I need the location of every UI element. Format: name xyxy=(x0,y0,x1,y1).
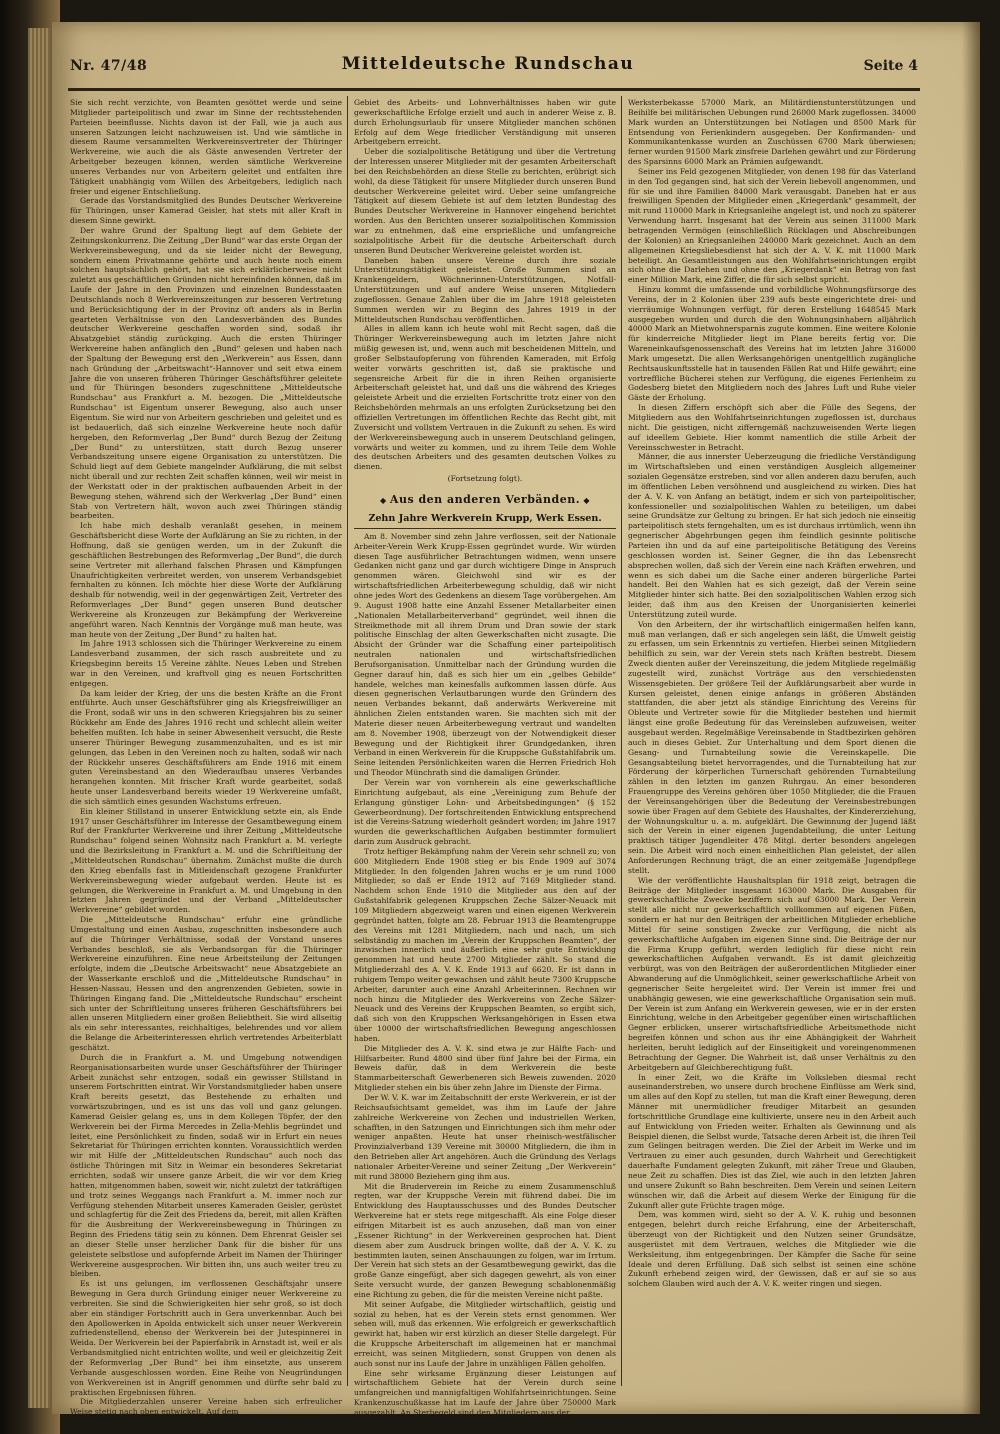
ornament-icon: ◆ xyxy=(580,494,591,505)
paragraph: Werksterbekasse 57000 Mark, an Militärdienstunterstützungen und Beihilfe bei militärischen Uebungen rund 26000 Mark zugeflossen. 34000 Mark wurden an Unterstützungen bei Notlagen und 8500 Mark für Entsendung von Ferienkindern ausgegeben. Der Konfirmanden- und Kommunikantenkasse wurden an Zuschüssen 6700 Mark überwiesen; ferner wurden 91500 Mark zinsfreie Darlehen gewährt und zur Förderung des Sparsinns 6000 Mark an Prämien aufgewandt. xyxy=(628,98,916,167)
paragraph: Trotz heftiger Bekämpfung nahm der Verein sehr schnell zu; von 600 Mitgliedern Ende 1908 stieg er bis Ende 1909 auf 3074 Mitglieder. In den folgenden Jahren wuchs er je um rund 1000 Mitglieder, so daß er Ende 1912 auf 7169 Mitglieder stand. Nachdem schon Ende 1910 die Mitglieder aus den auf der Gußstahlfabrik gelegenen Kruppschen Zeche Sälzer-Neuack mit 109 Mitgliedern abgezweigt waren und einen eigenen Werkverein gegründet hatten, folgte am 28. Februar 1913 die Beamtengruppe des Vereins mit 1281 Mitgliedern, nach und nach, um sich selbständig zu machen im „Verein der Kruppschen Beamten“, der inzwischen innerlich und äußerlich eine sehr gute Entwicklung genommen hat und heute 2700 Mitglieder zählt. So stand die Mitgliederzahl des A. V. K. Ende 1913 auf 6620. Er ist dann in ruhigem Tempo weiter gewachsen und zählt heute 7300 Kruppsche Arbeiter, darunter auch eine Anzahl Arbeiterinnen. Rechnen wir noch hinzu die Mitglieder des Werkvereins von Zeche Sälzer-Neuack und des Vereins der Kruppschen Beamten, so ergibt sich, daß sich von den Kruppschen Werksangehörigen in Essen etwa über 10000 der wirtschaftsfriedlichen Bewegung angeschlossen haben. xyxy=(354,846,616,1043)
paragraph: Die Mitglieder des A. V. K. sind etwa je zur Hälfte Fach- und Hilfsarbeiter. Rund 4800 sind über fünf Jahre bei der Firma, ein Beweis dafür, daß in dem Werkverein die beste Stammarbeiterschaft Gewerbeneren sich Beweis zuwenden. 2020 Mitglieder stehen ein bis über zehn Jahre im Dienste der Firma. xyxy=(354,1043,616,1093)
paragraph: Da kam leider der Krieg, der uns die besten Kräfte an die Front entführte. Auch unser Geschäftsführer ging als Kriegsfreiwilliger an die Front, sodaß wir uns in den schweren Kriegsjahren bis zu seiner Rückkehr am Ende des Jahres 1916 recht und schlecht allein weiter behelfen mußten. Ich habe in seiner Abwesenheit versucht, die Reste unserer Thüringer Bewegung zusammenzuhalten, und es ist mir gelungen, das Leben in den Vereinen noch zu halten, sodaß wir nach der Rückkehr unseres Geschäftsführers am Ende 1916 mit einem guten Vereinsbestand an den Wiederaufbau unseres Verbandes herangehen konnten. Mit frischer Kraft wurde gearbeitet, sodaß heute unser Landesverband bereits wieder 19 Werkvereine umfaßt, die sich sämtlich eines gesunden Wachstums erfreuen. xyxy=(70,688,342,806)
paragraph: Der Verein war von vornherein als eine gewerkschaftliche Einrichtung aufgebaut, als eine „Vereinigung zum Behufe der Erlangung günstiger Lohn- und Arbeitsbedingungen“ (§ 152 Gewerbeordnung). Der fortschreitenden Entwicklung entsprechend ist die Vereins-Satzung wiederholt geändert worden; im Jahre 1917 wurden die gewerkschaftlichen Aufgaben bestimmter formuliert darin zum Ausdruck gebracht. xyxy=(354,778,616,847)
column-divider xyxy=(621,96,622,1386)
column-2 xyxy=(354,98,616,1417)
paragraph: Die Mitgliederzahlen unserer Vereine haben sich erfreulicher Weise stetig nach oben entwickelt. Auf dem xyxy=(70,1397,342,1417)
paragraph: In diesen Ziffern erschöpft sich aber die Fülle des Segens, der Mitgliedern aus den Wohlfahrtseinrichtungen zugeflossen ist, durchaus nicht. Die geistigen, nicht zifferngemäß nachzuweisenden Werte liegen auf ideellem Gebiete. Hier kommt namentlich die stille Arbeit der Vereinsschwester in Betracht. xyxy=(628,403,916,452)
section-heading xyxy=(354,492,616,508)
paragraph: Durch die in Frankfurt a. M. und Umgebung notwendigen Reorganisationsarbeiten wurde unser Geschäftsführer der Thüringer Arbeit zunächst sehr entzogen, sodaß ein gewisser Stillstand in unserem Fortschritten eintrat. Wir Vorstandsmitglieder haben unsere Kraft bereits gesetzt, das Bestehende zu erhalten und vorwärtszubringen, und es ist uns das voll und ganz gelungen. Kamerad Geisler gelang es, uns in dem Kollegen Töpfer, der den Werkverein bei der Firma Mercedes in Zella-Mehlis begründet und leitet, eine Persönlichkeit zu finden, sodaß wir in Erfurt ein neues Sekretariat für Thüringen errichten konnten. Voraussichtlich werden wir mit Hilfe der „Mitteldeutschen Rundschau“ auch noch das östliche Thüringen mit Sitz in Weimar ein besonderes Sekretariat errichten, sodaß wir unsere ganze Arbeit, die wir vor dem Krieg hatten, mitgenommen haben, soweit wir, nicht zuletzt der tatkräftigen und trotz seines Weggangs nach Frankfurt a. M. immer noch zur Verfügung stehenden Mitarbeit unseres Kameraden Geisler, gerüstet und schlagfertig für die Zeit des Friedens da, bereit, mit allen Kräften für die Ausbreitung der Werkvereinsbewegung in Thüringen zu Beginn des Friedens tätig sein zu können. Dem Ehrenrat Geisler sei an dieser Stelle unser herzlicher Dank für die bisher für uns geleistete selbstlose und aufopfernde Arbeit im Namen der Thüringer Werkvereine ausgesprochen. Wir bitten ihn, uns auch weiter treu zu bleiben. xyxy=(70,1052,342,1279)
column-divider xyxy=(347,96,348,1386)
paragraph: Männer, die aus innerster Ueberzeugung die friedliche Verständigung im Wirtschaftsleben und einen verständigen Ausgleich allgemeiner sozialen Gegensätze erstreben, sind vor allen anderen dazu berufen, auch im öffentlichen Leben versöhnend und ausgleichend zu wirken. Dies hat der A. V. K. von Anfang an betätigt, indem er sich von parteipolitischer, konfessioneller und sozialpolitischen Wahlen zu beteiligen, um dabei seine Grundsätze zur Geltung zu bringen. Er hat sich jedoch nie einseitig parteipolitisch stets ferngehalten, um es ist durchaus irrtümlich, wenn ihn gegnerischer Abgehrbungen gegen ihm feindlich gesinnte politische Parteien ihn und da auf eine parteipolitische Betätigung des Vereins geschlossen worden ist. Seiner Gegner, die ihn das Lebensrecht absprechen wollen, daß sich der Verein eine nach Kräften erwehren, und wenn es sich dabei um die Sache einer anderen bürgerliche Partei handelt. Bei den Wahlen hat es sich gezeigt, daß der Verein seine Mitglieder hinter sich hatte. Bei den sozialpolitischen Wahlen erzog sich leider, daß ihm aus den Kreisen der Unorganisierten keinerlei Unterstützung zuteil wurde. xyxy=(628,452,916,619)
paragraph: Der wahre Grund der Spaltung liegt auf dem Gebiete der Zeitungskonkurrenz. Die Zeitung „Der Bund“ war das erste Organ der Werkvereinsbewegung, und da sie leider nicht der Bewegung, sondern einem Privatmanne gehörte und auch heute noch einem solchen hauptsächlich gehört, hat sie sich erklärlicherweise nicht zuletzt aus geschäftlichen Gründen nicht hereinfinden können, daß im Laufe der Jahre in den Provinzen und einzelnen Bundesstaaten Deutschlands noch 8 Werkvereinszeitungen zur besseren Vertretung und Berücksichtigung der in der Provinz oft anders als in Berlin gearteten Verhältnisse von den Landesverbänden des Bundes deutscher Werkvereine geschaffen worden sind, sodaß ihr Absatzgebiet ständig zurückging. Auch die ersten Thüringer Werkvereine haben anfänglich den „Bund“ gelesen und haben nach der Spaltung der Bewegung erst den „Werkverein“ aus Essen, dann nach Gründung der „Arbeitswacht“-Hannover und seit etwa einem Jahre die von unseren früheren Thüringer Geschäftsführer geleitete und für Thüringen besonders zugeschnittene „Mitteldeutsche Rundschau“ aus Frankfurt a. M. bezogen. Die „Mitteldeutsche Rundschau“ ist Eigentum unserer Bewegung, also auch unser Eigentum. Sie wird nur von Arbeitern geschrieben und geleitet und es ist bedauerlich, daß sich einzelne Werkvereine heute noch dafür hergeben, den Reformverlag „Der Bund“ durch Bezug der Zeitung „Der Bund“ zu unterstützen, statt durch Bezug unserer Verbandszeitung unsere eigene Organisation zu unterstützen. Die Schuld liegt auf dem Gebiete mangelnder Aufklärung, die mit selbst nicht überall und zur rechten Zeit schaffen können, weil wir meist in der Werkstatt oder in der praktischen aufbauenden Arbeit in der Bewegung stehen, während sich der Werkverlag „Der Bund“ einen Stab von Vertretern hält, wovon auch zwei Thüringen ständig bearbeiten. xyxy=(70,225,342,521)
paragraph: Mit die Bruderverein im Reiche zu einem Zusammenschluß regten, war der Kruppsche Verein mit führend dabei. Die im Entwicklung des Hauptausschusses und des Bundes Deutscher Werkvereine hat er stets rege mitgeschafft. Als eine Folge dieser eifrigen Mitarbeit ist es auch anzusehen, daß man von einer „Essener Richtung“ in der Werkvereinen gesprochen hat. Dient diesem aber zum Ausdruck bringen wollte, daß der A. V. K. zu bestimmten lauten, seinen Anschauungen zu folgen, war im Irrtum. Der Verein hat sich stets an der Gesamtbewegung gewirkt, das die große Ganze eingefügt, aber sich dagegen gewehrt, als von einer Seite versucht wurde, der ganzen Bewegung schablonenmäßig eine Richtung zu geben, die für die meisten Vereine nicht paßte. xyxy=(354,1181,616,1299)
paragraph: Von den Arbeitern, der ihr wirtschaftlich einigermaßen helfen kann, muß man verlangen, daß er sich angelegen sein läßt, die Umwelt geistig zu erfassen, um sein Erkenntnis zu vertiefen. Hierbei seinen Mitgliedern behilflich zu sein, war der Verein stets nach Kräften bestrebt. Diesem Zweck dienten außer der Vereinszeitung, die jedem Mitgliede regelmäßig zugestellt wird, zunächst Vorträge aus den verschiedensten Wissensgebieten. Der größere Teil der Aufklärungsarbeit aber wurde in Kursen geleistet, denen einige anfangs in größeren Abständen stattfanden, die aber jetzt als ständige Einrichtung des Vereins für Obleute und Vertreter sowie für die Mitglieder bestehen und hiermit längst eine große Bedeutung für das Vereinsleben aufzuweisen, weiter ausgebaut werden. Regelmäßige Vereinsabende in Stadtbezirken gehören auch in dieses Gebiet. Zur Unterhaltung und dem Sport dienen die Gesang- und Turnabteilung sowie die Vereinskapelle. Die Gesangsabteilung bietet hervorragendes, und die Turnabteilung hat zur Förderung der körperlichen Turnerschaft gehörenden Turnabteilung zählen in den letzten im ganzen Ruhrgau. An einer besonderen Frauengruppe des Vereins gehören über 1050 Mitglieder, die die Frauen der Vereinsangehörigen über die Bedeutung der Vereinsbestrebungen sowie über Fragen auf dem Gebiete des Haushaltes, der Kindererziehung, der Wohnungskultur u. a. m. aufgeklärt. Die Gewinnung der Jugend läßt sich der Verein in einer eigenen Jugendabteilung, die unter Leitung praktisch tätiger Jugendleiter 478 Mitgl. derter besonders angelegen sein. Die Arbeit wird noch einen einheitlichen Plan geleistet, der allen Anforderungen Rechnung trägt, die an einer zeitgemäße Jugendpflege stellt. xyxy=(628,619,916,875)
paragraph: Ueber die sozialpolitische Betätigung und über die Vertretung der Interessen unserer Mitglieder mit der gesamten Arbeiterschaft bei den Reichsbehörden an diese Stelle zu berichten, erübrigt sich wohl, da diese Tätigkeit für unsere Mitglieder durch unseren Bund deutscher Werkvereine geleitet wird. Ueber seine umfangreiche Tätigkeit auf diesem Gebiete ist auf dem letzten Bundestag des Bundes Deutscher Werkvereine in Hannover eingehend berichtet worden. Aus den Berichten unserer sozialpolitischen Kommission war zu entnehmen, daß eine ersprießliche und umfangreiche sozialpolitische Arbeit für die deutsche Arbeiterschaft durch unseren Bund Deutscher Werkvereine geleistet worden ist. xyxy=(354,147,616,255)
paragraph: Der W. V. K. war im Zeitabschnitt der erste Werkverein, er ist der Reichsaufsichtsamt gemeldet, was ihm im Laufe der Jahre zahlreiche Werkvereine von Zechen und industriellen Werken, schafften, in den Satzungen und Einrichtungen sich ihm mehr oder weniger anpaßten. Heute hat unser rheinisch-westfälischer Provinzialverband 139 Vereine mit 30000 Mitgliedern, die ihm in den Betrieben aller Art angehören. Auch die Gründung des Verlags nationaler Arbeiter-Vereine und seiner Zeitung „Der Werkverein“ mit rund 38000 Beziehern ging ihm aus. xyxy=(354,1093,616,1181)
paragraph: Hinzu kommt die umfassende und vorbildliche Wohnungsfürsorge des Vereins, der in 2 Kolonien über 239 aufs beste eingerichtete drei- und vierräumige Wohnungen verfügt, für deren Erstellung 1648545 Mark ausgegeben wurden und durch die den Wohnungsinhabern alljährlich 40000 Mark an Mietwohnersparnis zugute kommen. Eine weitere Kolonie für kinderreiche Mitglieder liegt im Plane bereits fertig vor. Die Wareneinkaufsgenossenschaft des Vereins hat im letzten Jahre 316000 Mark umgesetzt. Die allen Werksangehörigen unentgeltlich zugängliche Rechtsauskunftsstelle hat in tausenden Fällen Rat und Hilfe gewährt; eine vortreffliche Bücherei stehen zur Verfügung, die eigenes Ferienheim zu Godesberg bietet den Mitgliedern noch des Jahres Luft und Ruhe vieler Gäste der Erholung. xyxy=(628,285,916,403)
page-header xyxy=(58,54,918,82)
article-title: Zehn Jahre Werkverein Krupp, Werk Essen. xyxy=(354,512,616,529)
issue-number: Nr. 47/48 xyxy=(70,58,148,74)
ornament-icon: ◆ xyxy=(379,494,390,505)
paragraph: Mit seiner Aufgabe, die Mitglieder wirtschaftlich, geistig und sozial zu heben, hat es der Verein stets ernst genommen. Wer sehen will, muß das erkennen. Wie erfolgreich er gewerkschaftlich gewirkt hat, haben wir erst kürzlich an dieser Stelle dargelegt. Für die Kruppsche Arbeiterschaft im allgemeinen hat er manchmal erreicht, was seinen Mitgliedern, sonst Gruppen von denen als auch sonst nur ins Laufe der Jahre in unzähligen Fällen geholfen. xyxy=(354,1299,616,1368)
paragraph: In einer Zeit, wo die Kräfte im Volksleben diesmal recht auseinanderstreben, wo unsere durch brochene Einflüsse am Werk sind, um alles auf den Kopf zu stellen, tut man die Kraft einer Bewegung, deren Männer mit unermüdlicher freudiger Mitarbeit an gesunden fortschrittliche Grundlage eine kultivierte, unsere neu in den Arbeit auch auf Entwicklung von Frieden weiter. Erhalten als Gewinnung und als Beispiel dienen, die Selbst wurde, Tatsache deren Arbeit ist, die ihren Teil zum Gelingen beitragen werden. Die Ziel der Arbeit im Werke und im Vertrauen zu einer auch gesunden, durch Wahrheit und Gerechtigkeit dauerhafte Fundament gelegten Zukunft, mit zäher Treue und Glauben, neue Zeit zu schaffen. Dies ist das Ziel, wie auch in den letzten Jahren und unsere Zukunft so Bahn beschreiten. Dem Verein und seinen Leitern wünschen wir, daß die Arbeit auf diesem Werke der Einigung für die Zukunft aller gute Früchte tragen möge. xyxy=(628,1072,916,1210)
continuation-note: (Fortsetzung folgt). xyxy=(447,474,523,484)
paragraph: Daneben haben unsere Vereine durch ihre soziale Unterstützungstätigkeit geleistet. Große Summen sind an Krankengeldern, Wöchnerinnen-Unterstützungen, Notfall-Unterstützungen und auf andere Weise unseren Mitgliedern zugeflossen. Genaue Zahlen über die im Jahre 1918 geleisteten Summen werden wir zu Beginn des Jahres 1919 in der Mitteldeutschen Rundschau veröffentlichen. xyxy=(354,255,616,324)
paragraph: Gerade das Vorstandsmitglied des Bundes Deutscher Werkvereine für Thüringen, unser Kamerad Geisler, hat stets mit aller Kraft in diesem Sinne gewirkt. xyxy=(70,196,342,226)
paragraph: Eine sehr wirksame Ergänzung dieser Leistungen auf wirtschaftlichem Gebiete hat der Verein durch seine umfangreichen und mannigfaltigen Wohlfahrtseinrichtungen. Seine Krankenzuschußkasse hat im Laufe der Jahre über 750000 Mark ausgezahlt. An Sterbegeld sind den Mitgliedern aus der xyxy=(354,1368,616,1417)
paragraph: Im Jahre 1913 schlossen sich die Thüringer Werkvereine zu einem Landesverband zusammen, der sich rasch ausbreitete und zu Kriegsbeginn bereits 15 Vereine zählte. Neues Leben und Streben war in den Vereinen, und kraftvoll ging es neuen Fortschritten entgegen. xyxy=(70,639,342,688)
paragraph: Wie der veröffentlichte Haushaltsplan für 1918 zeigt, betragen die Beiträge der Mitglieder insgesamt 163000 Mark. Die Ausgaben für gewerkschaftliche Zwecke beziffern sich auf 63000 Mark. Der Verein stellt alle nicht nur gewerkschaftlich vollkommen auf eigenen Füßen, sondern er hat nur den Beiträgen der arbeitlichen Mitglieder erhebliche Mittel für seine sonstigen Zwecke zur Verfügung, die nicht als gewerkschaftliche Aufgaben im eigenen Sinne sind. Die Beiträge der nur die Firma Krupp geführt, werden lediglich für diese nicht rein gewerkschaftlichen Aufgaben verwandt. Es ist damit gleichzeitig verbürgt, was von den Beiträgen der außerordentlichen Mitglieder einer Abwanderung auf die Unmöglichkeit, seiner gewerkschaftliche Arbeit von gegnerischer Seite hergeleitet wird. Der Verein ist immer frei und unabhängig gewesen, wie eine gewerkschaftliche Organisation sein muß. Der Verein ist zum Anfang ein Werkverein gewesen, wie er in der ersten Einrichtung, welche in den Arbeitgeber gegenüber einen wirtschaftlichen Gegner erblicken, unserer wirtschaftsfriedliche Arbeitsmethode nicht begreifen können und schon aus ihr eine Abhängigkeit der Wahrheit herleiten, beruht lediglich auf der Einseitigkeit und voreingenommenen Betrachtung der Gegner. Die Wahrheit ist, daß unser Verhältnis zu den Arbeitgebern auf Gleichberechtigung fußt. xyxy=(628,875,916,1072)
column-1 xyxy=(70,98,342,1417)
section-heading-text: Aus den anderen Verbänden. xyxy=(389,492,581,506)
paragraph: Es ist uns gelungen, im verflossenen Geschäftsjahr unsere Bewegung in Gera durch Gründung einiger neuer Werkvereine zu verbreiten. Sie sind die Schwierigkeiten hier sehr groß, so ist doch aber ein ständiger Fortschritt auch in Gera unverkennbar. Auch bei den Apollowerken in Apolda entwickelt sich unser neuer Werkverein zufriedenstellend, ebenso der Werkverein bei der Jutespinnerei in Weida. Der Werkverein bei der Papierfabrik in Arnstadt ist, weil er als Verbandsmitglied nicht entrichten wollte, und weil er gleichzeitig Zeit der Reformverlag „Der Bund“ bei ihm einsetzte, aus unserem Verbande ausgeschlossen worden. Eine Reihe von Neugründungen von Werkvereinen ist in Angriff genommen und dürfte sehr bald zu praktischen Ergebnissen führen. xyxy=(70,1279,342,1397)
column-3 xyxy=(628,98,916,1388)
paragraph: Seiner ins Feld gezogenen Mitglieder, von denen 198 für das Vaterland in den Tod gegangen sind, hat sich der Verein liebevoll angenommen, und für sie und ihre Familien 84000 Mark verausgabt. Daneben hat er aus freiwilligen Spenden der Mitglieder einen „Kriegerdank“ gesammelt, der mit rund 110000 Mark in Kriegsanleihe angelegt ist, und noch zu späterer Verwendung harrt. Insgesamt hat der Verein aus seinen 311000 Mark betragenden Vermögen (einschließlich Rücklagen und Abschreibungen der Kolonien) an Kriegsanleihen 240000 Mark gezeichnet. Auch an dem allgemeinen Kriegsliebesdienst hat sich der A. V. K. mit 11000 Mark beteiligt. An Gesamtleistungen aus den Wohlfahrtseinrichtungen ergibt sich ohne die Darlehen und ohne den „Kriegerdank“ ein Betrag von fast einer Million Mark, eine Ziffer, die für sich selbst spricht. xyxy=(628,166,916,285)
paragraph: Gebiet des Arbeits- und Lohnverhältnisses haben wir gute gewerkschaftliche Erfolge erzielt und auch in anderer Weise z. B. durch Erholungsurlaub für unsere Mitglieder manchen schönen Erfolg auf dem Wege friedlicher Verständigung mit unseren Arbeitgebern erreicht. xyxy=(354,98,616,147)
masthead-title: Mitteldeutsche Rundschau xyxy=(341,54,635,74)
paragraph: Am 8. November sind zehn Jahre verflossen, seit der Nationale Arbeiter-Verein Werk Krupp-Essen gegründet wurde. Wir würden diesen Tage ausführlicher Betrachtungen widmen, wenn unsere Gedanken nicht ganz und gar durch wichtigere Dinge in Anspruch genommen wären. Gleichwohl sind wir es der wirtschaftsfriedlichen Arbeiterbewegung schuldig, daß wir nicht ohne jedes Wort des Gedenkens an diesem Tage vorübergehen. Am 9. August 1908 hatte eine Anzahl Essener Metallarbeiter einen „Nationalen Metallarbeiterverband“ gegründet, weil ihnen die Streikmethode mit all ihrem Drum und Dran sowie der stark politische Einschlag der alten Gewerkschaften nicht zusagte. Die Absicht der Gründer war die Schaffung einer parteipolitisch neutralen nationalen und wirtschaftsfriedlichen Berufsorganisation. Unmittelbar nach der Gründung wurden die Gegner darauf hin, daß es sich hier um ein „gelbes Gebilde“ handele, welches man keinesfalls aufkommen lassen dürfe. Aus diesen gegnerischen Verlautbarungen wurde den Gründern des neuen Verbandes bekannt, daß anderwärts Werkvereine mit ähnlichen Zielen entstanden waren. Sie machten sich mit der Materie dieser neuen Arbeiterbewegung vertraut und wandelten am 8. November 1908, überzeugt von der Notwendigkeit dieser Bewegung und der Richtigkeit ihrer Grundgedanken, ihren Verband in einen Werkverein für die Kruppsche Gußstahlfabrik um. Seine leitenden Persönlichkeiten waren die Herren Friedrich Hoh und Theodor Münchrath sind die damaligen Gründer. xyxy=(354,531,616,778)
page-shadow xyxy=(962,22,980,1414)
page-edges xyxy=(28,28,50,1408)
paragraph: Dem, was kommen wird, sieht so der A. V. K. ruhig und besonnen entgegen, belehrt durch reiche Erfahrung, eine der Arbeiterschaft, überzeugt von der Richtigkeit und den Nutzen seiner Grundsätze, ausgerüstet mit dem Vertrauen, welches die Mitglieder wie die Werksleitung, ihm entgegenbringen. Der Kämpfer die Sache für seine Ideale und deren Erfüllung. Daß sich selbst ist seinen eine schöne Zukunft erhebend zeigen wird, der Gewissen, daß er auf sie so aus solchem Glauben wird auch der A. V. K. weiter ringen und siegen. xyxy=(628,1210,916,1289)
paragraph: Ich habe mich deshalb veranlaßt gesehen, in meinem Geschäftsbericht diese Worte der Aufklärung an Sie zu richten, in der Hoffnung, daß sie genügen werden, um in der Zukunft die geschäftlichen Bestrebungen des Reformverlag „Der Bund“, die durch seine Vertreter mit allerhand falschen Phrasen und Kämpfungen Unaufrichtigkeiten verbreitet werden, von unserem Verbandsgebiet fernhalten zu können. Ich möchte hier diese Worte der Aufklärung deshalb für notwendig, weil in der gegenwärtigen Zeit, Vertreter des Reformverlages „Der Bund“ gegen unseren Bund deutscher Werkvereine als Kronzeugen zur Bekämpfung der Werkvereine angeführt waren. Nach Kenntnis der Vorgänge muß man heute, was man heute von der Zeitung „Der Bund“ zu halten hat. xyxy=(70,521,342,639)
paragraph: Ein kleiner Stillstand in unserer Entwicklung setzte ein, als Ende 1917 unser Geschäftsführer im Interesse der Gesamtbewegung einem Ruf der Frankfurter Werkvereine und ihrer Zeitung „Mitteldeutsche Rundschau“ folgend seinen Wohnsitz nach Frankfurt a. M. verlegte und die Bezirksleitung in Frankfurt a. M. und die Schriftleitung der „Mitteldeutschen Rundschau“ übernahm. Zunächst mußte die durch den Krieg ebenfalls fast in Mitleidenschaft gezogene Frankfurter Werkvereinsbewegung wieder aufgebaut werden. Heute ist es gelungen, die Werkvereine in Frankfurt a. M. und Umgebung in den letzten Jahren gegründet und der Verband „Mitteldeutscher Werkvereine“ gebildet worden. xyxy=(70,806,342,915)
paragraph: Sie sich recht verzichte, von Beamten gesöttet werde und seine Mitglieder parteipolitisch und zwar im Sinne der rechtsstehenden Parteien beeinflusse. Nichts davon ist der Fall, wie ja auch aus unseren Satzungen leicht nachzuweisen ist. Und wie sämtliche in diesem Raume versammelten Werkvereinsvertreter der Thüringer Werkvereine, wie auch die als Gäste anwesenden Vertreter der Arbeitgeber bezeugen können, werden sämtliche Werkvereine unseres Verbandes nur von Arbeitern geleitet und entfalten ihre Tätigkeit unabhängig vom Willen des Arbeitgebers, lediglich nach freier und eigener Entschließung. xyxy=(70,98,342,196)
paragraph: Die „Mitteldeutsche Rundschau“ erfuhr eine gründliche Umgestaltung und einen Ausbau, zugeschnitten insbesondere auch auf die Thüringer Verhältnisse, sodaß der Vorstand unseres Verbandes beschloß, sie als Verbandsorgan für die Thüringer Werkvereine einzuführen. Eine neue Arbeitsteilung der Zeitungen erfolgte, indem die „Deutsche Arbeitswacht“ neue Absatzgebiete an der Wasserkante erschloß und die „Mitteldeutsche Rundschau“ in Hessen-Nassau, Hessen und den angrenzenden Gebieten, sowie in Thüringen Eingang fand. Die „Mitteldeutsche Rundschau“ erscheint sich unter der Schriftleitung unseres früheren Geschäftsführers bei allen unseren Mitgliedern einer großen Beliebtheit. Sie wird allseitig als ein sehr interessantes, reichhaltiges, belehrendes und vor allem die Belange die Arbeiterinteressen ehrlich vertretendes Arbeiterblatt geschätzt. xyxy=(70,915,342,1052)
header-rule xyxy=(68,88,920,91)
page-number: Seite 4 xyxy=(863,58,918,74)
paragraph: Alles in allem kann ich heute wohl mit Recht sagen, daß die Thüringer Werkvereinsbewegung auch im letzten Jahre nicht müßig gewesen ist, und, wenn auch mit bescheidenen Mitteln, und großer Selbstaufopferung von führenden Kameraden, mit Erfolg weiter vorwärts geschritten ist, daß sie praktische und segensreiche Arbeit für die in ihren Reihen organisierte Arbeiterschaft geleistet hat, und daß uns die während des Krieges geleistete Arbeit und die erzielten Fortschritte trotz einer von den Reichsbehörden mehrmals an uns erfolgten Zurücksetzung bei den offiziellen Vertretungen im öffentlichen Rechte das Recht gibt, mit Zuversicht und vollstem Vertrauen in die Zukunft zu sehen. Es wird der Werkvereinsbewegung auch in unserem Deutschland gelingen, vorwärts und weiter zu kommen, und zu ihrem Teile dem Wohle des deutschen Arbeiters und des gesamten deutschen Volkes zu dienen. xyxy=(354,324,616,472)
